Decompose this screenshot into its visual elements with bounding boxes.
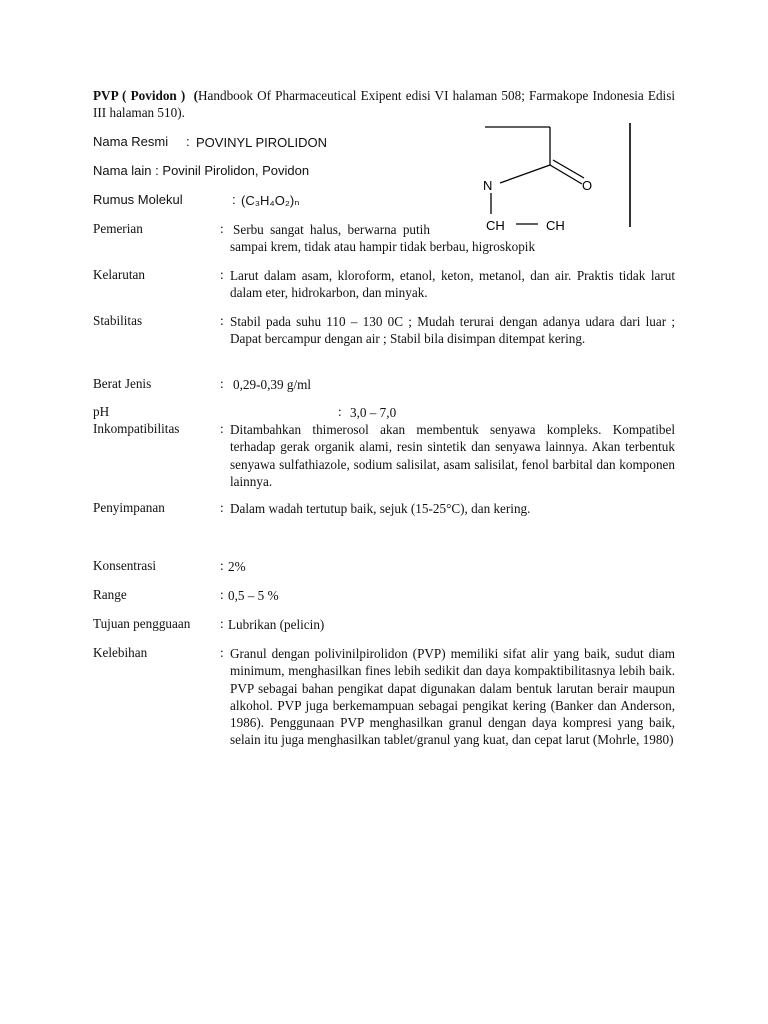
row-label-rumus-molekul: Rumus Molekul xyxy=(93,192,183,207)
nama-lain-label-text: Nama lain xyxy=(93,163,152,178)
row-sep-pemerian: : xyxy=(220,221,224,236)
atom-ch-label: CH xyxy=(486,218,505,230)
row-value-ph: 3,0 – 7,0 xyxy=(350,405,397,420)
atom-n-label: N xyxy=(483,178,493,193)
row-sep-nama-resmi: : xyxy=(186,134,190,149)
row-sep-nama-lain: : xyxy=(155,163,159,178)
row-label-penyimpanan: Penyimpanan xyxy=(93,500,165,515)
row-value-rumus-molekul: (C₃H₄O₂)ₙ xyxy=(241,193,300,208)
row-value-nama-resmi: POVINYL PIROLIDON xyxy=(196,135,327,150)
row-sep-ph: : xyxy=(338,404,342,419)
row-value-nama-lain: Povinil Pirolidon, Povidon xyxy=(162,163,310,178)
row-value-berat-jenis: 0,29-0,39 g/ml xyxy=(233,377,312,392)
row-value-kelebihan: Granul dengan polivinilpirolidon (PVP) memiliki sifat alir yang baik, sudut diam minimum, menghasilkan fines lebih sedikit dan daya kompaktibilitasnya lebih baik. PVP sebagai bahan pengikat dapat digunakan dalam bentuk larutan berair maupun alkohol. PVP juga berkemampuan sebagai pengikat kering (Banker dan Anderson, 1986). Penggunaan PVP menghasilkan granul dengan daya kompresi yang baik, selain itu juga menghasilkan tablet/granul yang kuat, dan cepat larut (Mohrle, 1980) xyxy=(230,646,675,748)
row-sep-konsentrasi: : xyxy=(220,558,224,573)
row-value-kelarutan: Larut dalam asam, kloroform, etanol, keton, metanol, dan air. Praktis tidak larut dalam eter, hidrokarbon, dan minyak. xyxy=(230,268,675,301)
row-sep-berat-jenis: : xyxy=(220,376,224,391)
row-label-nama-lain xyxy=(93,163,309,178)
row-value-penyimpanan: Dalam wadah tertutup baik, sejuk (15-25°C), dan kering. xyxy=(230,501,531,516)
row-value-tujuan: Lubrikan (pelicin) xyxy=(228,617,325,632)
row-label-kelarutan: Kelarutan xyxy=(93,267,145,282)
row-label-range: Range xyxy=(93,587,127,602)
row-sep-kelebihan: : xyxy=(220,645,224,660)
row-label-kelebihan: Kelebihan xyxy=(93,645,148,660)
row-label-tujuan: Tujuan pengguaan xyxy=(93,616,191,631)
row-label-stabilitas: Stabilitas xyxy=(93,313,143,328)
row-sep-inkompatibilitas: : xyxy=(220,421,224,436)
row-value-stabilitas: Stabil pada suhu 110 – 130 0C ; Mudah terurai dengan adanya udara dari luar ; Dapat bercampur dengan air ; Stabil bila disimpan ditempat kering. xyxy=(230,314,675,347)
row-label-pemerian: Pemerian xyxy=(93,221,143,236)
row-value-pemerian-line2: sampai krem, tidak atau hampir tidak berbau, higroskopik xyxy=(230,239,536,254)
row-sep-stabilitas: : xyxy=(220,313,224,328)
row-sep-kelarutan: : xyxy=(220,267,224,282)
row-label-nama-resmi: Nama Resmi xyxy=(93,134,169,149)
chemical-structure-image xyxy=(480,120,640,230)
open-paren: ( xyxy=(193,88,198,103)
row-value-inkompatibilitas: Ditambahkan thimerosol akan membentuk senyawa kompleks. Kompatibel terhadap gerak organik alami, resin sintetik dan senyawa lainnya. Akan terbentuk senyawa sulfathiazole, sodium salisilat, asam salisilat, fenol barbital dan komponen lainnya. xyxy=(230,422,675,489)
row-value-range: 0,5 – 5 % xyxy=(228,588,279,603)
row-sep-rumus-molekul: : xyxy=(232,192,236,207)
row-label-berat-jenis: Berat Jenis xyxy=(93,376,152,391)
atom-o-label: O xyxy=(582,178,593,193)
row-label-konsentrasi: Konsentrasi xyxy=(93,558,156,573)
reference-text: Handbook Of Pharmaceutical Exipent edisi VI halaman 508; Farmakope Indonesia Edisi III halaman 510). xyxy=(93,88,676,120)
row-sep-range: : xyxy=(220,587,224,602)
row-sep-tujuan: : xyxy=(220,616,224,631)
atom-ch2-label: CH xyxy=(546,218,565,230)
row-value-konsentrasi: 2% xyxy=(228,559,246,574)
document-header xyxy=(93,87,675,121)
row-label-ph: pH xyxy=(93,404,110,419)
document-title: PVP ( Povidon ) xyxy=(93,88,186,103)
row-sep-penyimpanan: : xyxy=(220,500,224,515)
row-value-pemerian: Serbu sangat halus, berwarna putih xyxy=(233,222,430,237)
structure-n-bond xyxy=(500,165,550,183)
row-label-inkompatibilitas: Inkompatibilitas xyxy=(93,421,180,436)
